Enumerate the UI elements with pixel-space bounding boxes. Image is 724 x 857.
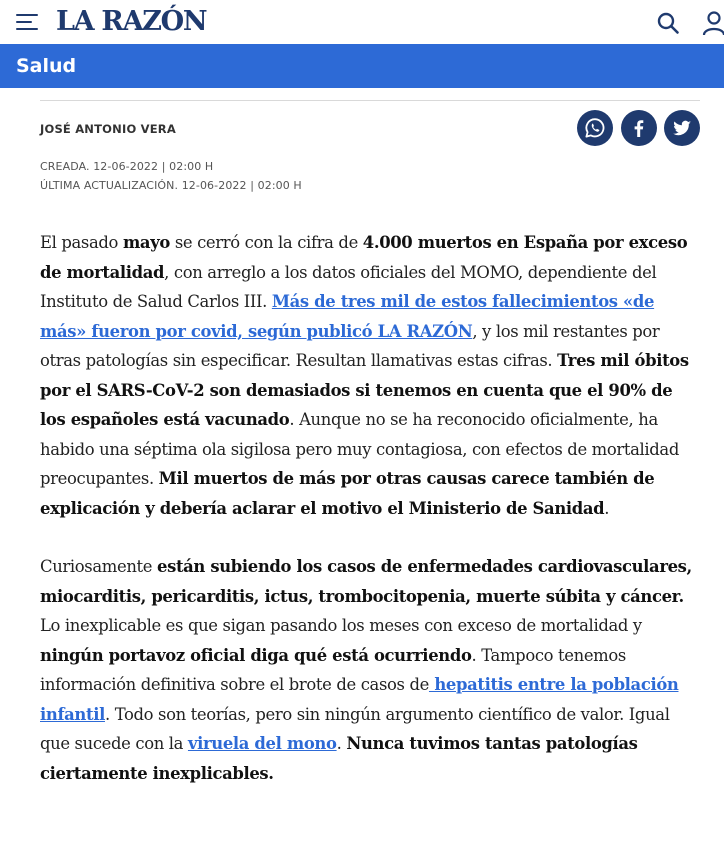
bold-text: están subiendo los casos de enfermedades cardiovasculares, miocarditis, pericarditis, ictus, trombocitopenia, muerte súbita y cáncer. [40,557,692,606]
bold-text: mayo [122,233,170,252]
whatsapp-share-button[interactable] [577,110,613,146]
paragraph-1 [40,228,702,523]
covid-deaths-link[interactable]: Más de tres mil de estos fallecimientos «de más» fueron por covid, según publicó LA RAZÓN [40,292,655,341]
bold-text: Tres mil óbitos por el SARS-CoV-2 son demasiados si tenemos en cuenta que el 90% de los españoles está vacunado [40,351,689,429]
facebook-share-button[interactable] [621,110,657,146]
bold-text: 4.000 muertos en España por exceso de mortalidad [40,233,688,282]
bold-text: Mil muertos de más por otras causas carece también de explicación y debería aclarar el motivo el Ministerio de Sanidad [40,469,655,518]
author-name[interactable]: JOSÉ ANTONIO VERA [40,122,176,136]
facebook-icon [629,118,649,138]
paragraph-2 [40,552,702,788]
monkeypox-link[interactable]: viruela del mono [187,734,337,753]
user-icon[interactable] [702,10,724,36]
text-run: Lo inexplicable es que sigan pasando los meses con exceso de mortalidad y [40,616,642,635]
text-run: se cerró con la cifra de [169,233,363,252]
text-run: . [336,734,347,753]
section-bar [0,44,724,88]
bold-text: ningún portavoz oficial diga qué está ocurriendo [40,645,472,665]
whatsapp-icon [584,117,606,139]
text-run: . [604,498,610,518]
text-run: , con arreglo a los datos oficiales del MOMO, dependiente del Instituto de Salud Carlos III. [40,262,657,311]
site-logo[interactable]: LA RAZÓN [56,6,207,37]
twitter-share-button[interactable] [664,110,700,146]
text-run: . Tampoco tenemos información definitiva sobre el brote de casos de [40,645,626,694]
search-icon[interactable] [656,11,680,35]
text-run: , y los mil restantes por otras patologías sin especificar. Resultan llamativas estas cifras. [40,321,660,370]
text-run: El pasado [40,233,123,252]
hepatitis-link[interactable]: hepatitis entre la población infantil [40,675,679,724]
menu-icon[interactable] [16,12,38,32]
top-navigation-bar [0,0,724,44]
section-title[interactable]: Salud [16,55,77,77]
divider [40,100,700,101]
updated-date: ÚLTIMA ACTUALIZACIÓN. 12-06-2022 | 02:00 H [40,179,302,192]
created-date: CREADA. 12-06-2022 | 02:00 H [40,160,214,173]
bold-text: Nunca tuvimos tantas patologías ciertamente inexplicables. [40,734,638,783]
twitter-icon [672,118,692,138]
article-body [40,228,702,817]
text-run: . Todo son teorías, pero sin ningún argumento científico de valor. Igual que sucede con la [40,704,670,753]
text-run: Curiosamente [40,557,157,576]
text-run: . Aunque no se ha reconocido oficialmente, ha habido una séptima ola sigilosa pero muy contagiosa, con efectos de mortalidad preocupantes. [40,410,679,488]
